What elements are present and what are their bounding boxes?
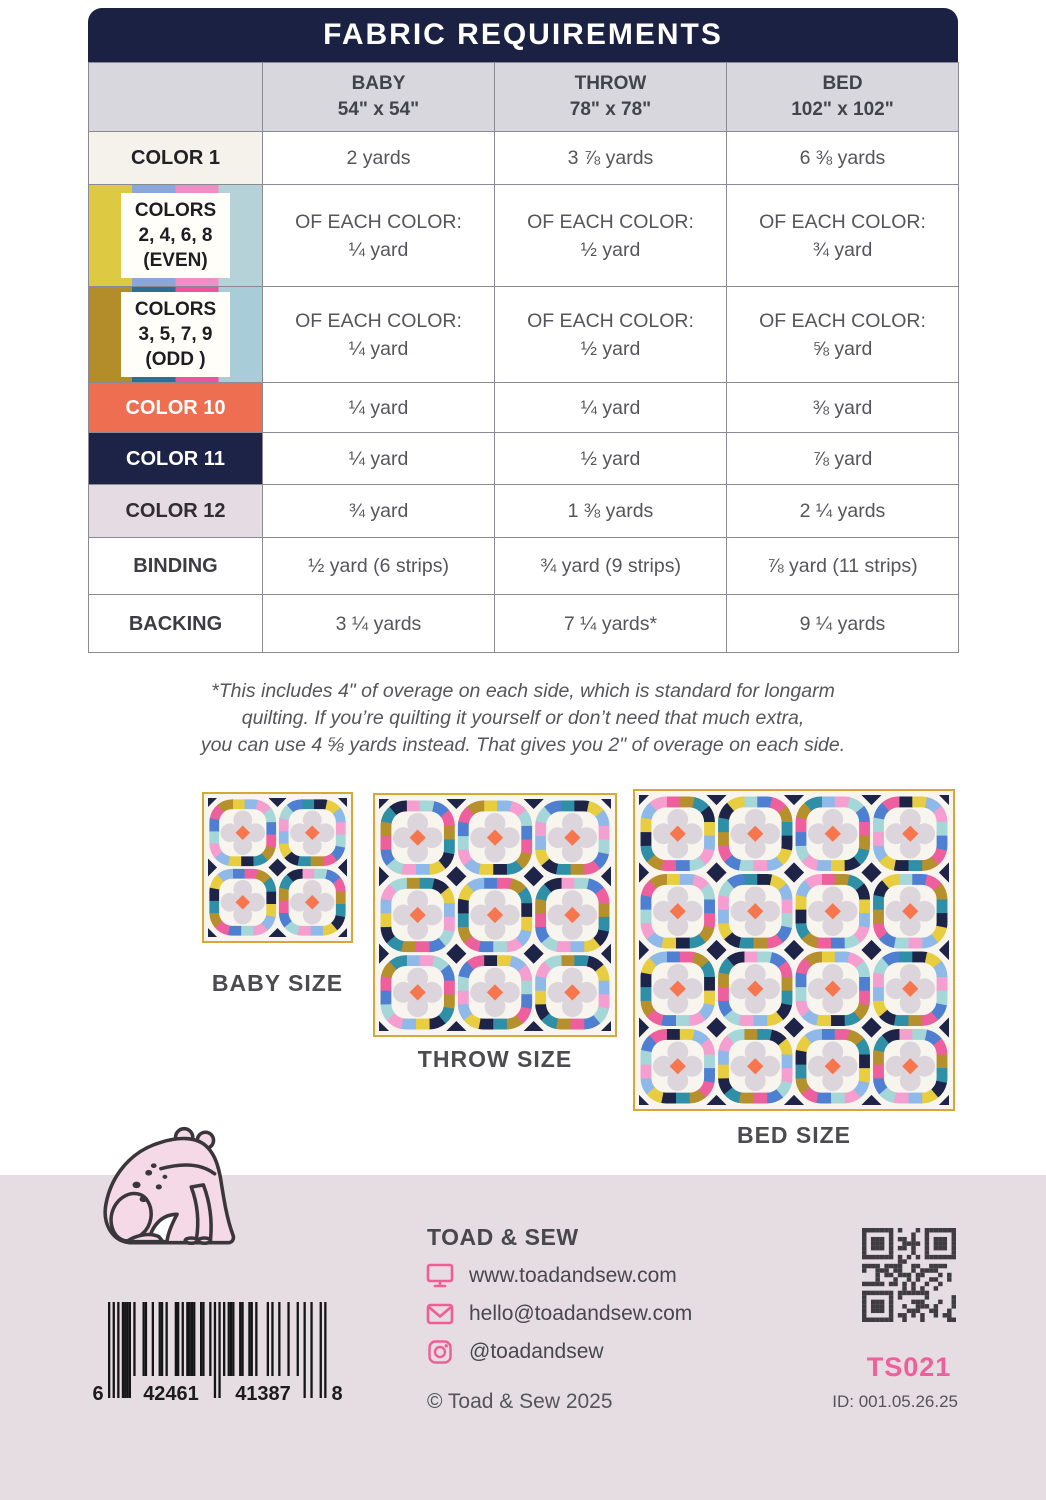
instagram-text: @toadandsew	[469, 1339, 604, 1363]
color-swatch-odd: COLORS 3, 5, 7, 9 (ODD )	[89, 287, 262, 382]
website-row	[425, 1261, 692, 1290]
qr-code	[862, 1228, 956, 1322]
row-label-odd	[89, 287, 263, 383]
copyright-text: © Toad & Sew 2025	[427, 1390, 613, 1413]
cell-color12-bed: 2 ¼ yards	[727, 485, 959, 538]
svg-text:8: 8	[331, 1383, 343, 1405]
cell-color10-bed: ⅜ yard	[727, 383, 959, 433]
throw-quilt-image	[373, 793, 617, 1037]
table-row-color12	[89, 485, 959, 538]
row-label-color12: COLOR 12	[89, 485, 263, 538]
table-row-odd	[89, 287, 959, 383]
row-label-even	[89, 185, 263, 287]
corner-cell	[89, 63, 263, 132]
cell-color10-throw: ¼ yard	[495, 383, 727, 433]
overage-note: *This includes 4" of overage on each side, which is standard for longarm quilting. If you’re quilting it yourself or don’t need that much extra, you can use 4 ⅝ yards instead. That gives you 2" of overage on each side.	[200, 680, 846, 756]
cell-odd-bed: OF EACH COLOR: ⅝ yard	[727, 287, 959, 383]
cell-color11-throw: ½ yard	[495, 433, 727, 485]
page-title: FABRIC REQUIREMENTS	[323, 18, 723, 51]
bed-quilt-image	[633, 789, 955, 1111]
fabric-table-body	[89, 132, 959, 653]
row-label-color1: COLOR 1	[89, 132, 263, 185]
website-text: www.toadandsew.com	[469, 1263, 677, 1287]
cell-backing-throw: 7 ¼ yards*	[495, 595, 727, 653]
table-row-backing	[89, 595, 959, 653]
fabric-requirements-title	[88, 8, 958, 62]
column-header-baby: BABY 54" x 54"	[263, 63, 495, 132]
svg-text:41387: 41387	[235, 1383, 291, 1405]
contact-list	[425, 1261, 692, 1375]
cell-odd-baby: OF EACH COLOR: ¼ yard	[263, 287, 495, 383]
table-row-color10	[89, 383, 959, 433]
column-header-throw: THROW 78" x 78"	[495, 63, 727, 132]
row-label-backing: BACKING	[89, 595, 263, 653]
cell-backing-baby: 3 ¼ yards	[263, 595, 495, 653]
cell-color10-baby: ¼ yard	[263, 383, 495, 433]
cell-even-throw: OF EACH COLOR: ½ yard	[495, 185, 727, 287]
cell-color1-bed: 6 ⅜ yards	[727, 132, 959, 185]
baby-quilt-image	[202, 792, 353, 943]
column-header-bed: BED 102" x 102"	[727, 63, 959, 132]
cell-odd-throw: OF EACH COLOR: ½ yard	[495, 287, 727, 383]
cell-even-bed: OF EACH COLOR: ¾ yard	[727, 185, 959, 287]
brand-name: TOAD & SEW	[427, 1224, 579, 1250]
cell-binding-baby: ½ yard (6 strips)	[263, 538, 495, 595]
cell-color12-baby: ¾ yard	[263, 485, 495, 538]
fabric-requirements-table	[88, 62, 959, 653]
color-swatch-even: COLORS 2, 4, 6, 8 (EVEN)	[89, 185, 262, 286]
bed-size-label: BED SIZE	[736, 1122, 852, 1148]
table-header-row	[89, 63, 959, 132]
table-row-even	[89, 185, 959, 287]
row-label-binding: BINDING	[89, 538, 263, 595]
email-text: hello@toadandsew.com	[469, 1301, 693, 1325]
cell-backing-bed: 9 ¼ yards	[727, 595, 959, 653]
svg-text:42461: 42461	[143, 1383, 199, 1405]
svg-text:6: 6	[92, 1383, 104, 1405]
cell-color1-baby: 2 yards	[263, 132, 495, 185]
instagram-row	[425, 1337, 692, 1366]
pattern-id: ID: 001.05.26.25	[832, 1392, 958, 1411]
cell-color12-throw: 1 ⅜ yards	[495, 485, 727, 538]
cell-binding-throw: ¾ yard (9 strips)	[495, 538, 727, 595]
row-label-color10: COLOR 10	[89, 383, 263, 433]
monitor-icon	[425, 1262, 455, 1290]
pattern-sku: TS021	[866, 1352, 952, 1382]
cell-color11-bed: ⅞ yard	[727, 433, 959, 485]
table-row-binding	[89, 538, 959, 595]
cell-color11-baby: ¼ yard	[263, 433, 495, 485]
cell-color1-throw: 3 ⅞ yards	[495, 132, 727, 185]
email-row	[425, 1299, 692, 1328]
cell-binding-bed: ⅞ yard (11 strips)	[727, 538, 959, 595]
toad-illustration	[96, 1120, 248, 1262]
throw-size-label: THROW SIZE	[417, 1046, 573, 1072]
baby-size-label: BABY SIZE	[211, 970, 344, 996]
row-label-color11: COLOR 11	[89, 433, 263, 485]
table-row-color11	[89, 433, 959, 485]
table-row-color1	[89, 132, 959, 185]
envelope-icon	[425, 1300, 455, 1328]
instagram-icon	[425, 1338, 455, 1366]
upc-barcode	[92, 1298, 360, 1410]
cell-even-baby: OF EACH COLOR: ¼ yard	[263, 185, 495, 287]
